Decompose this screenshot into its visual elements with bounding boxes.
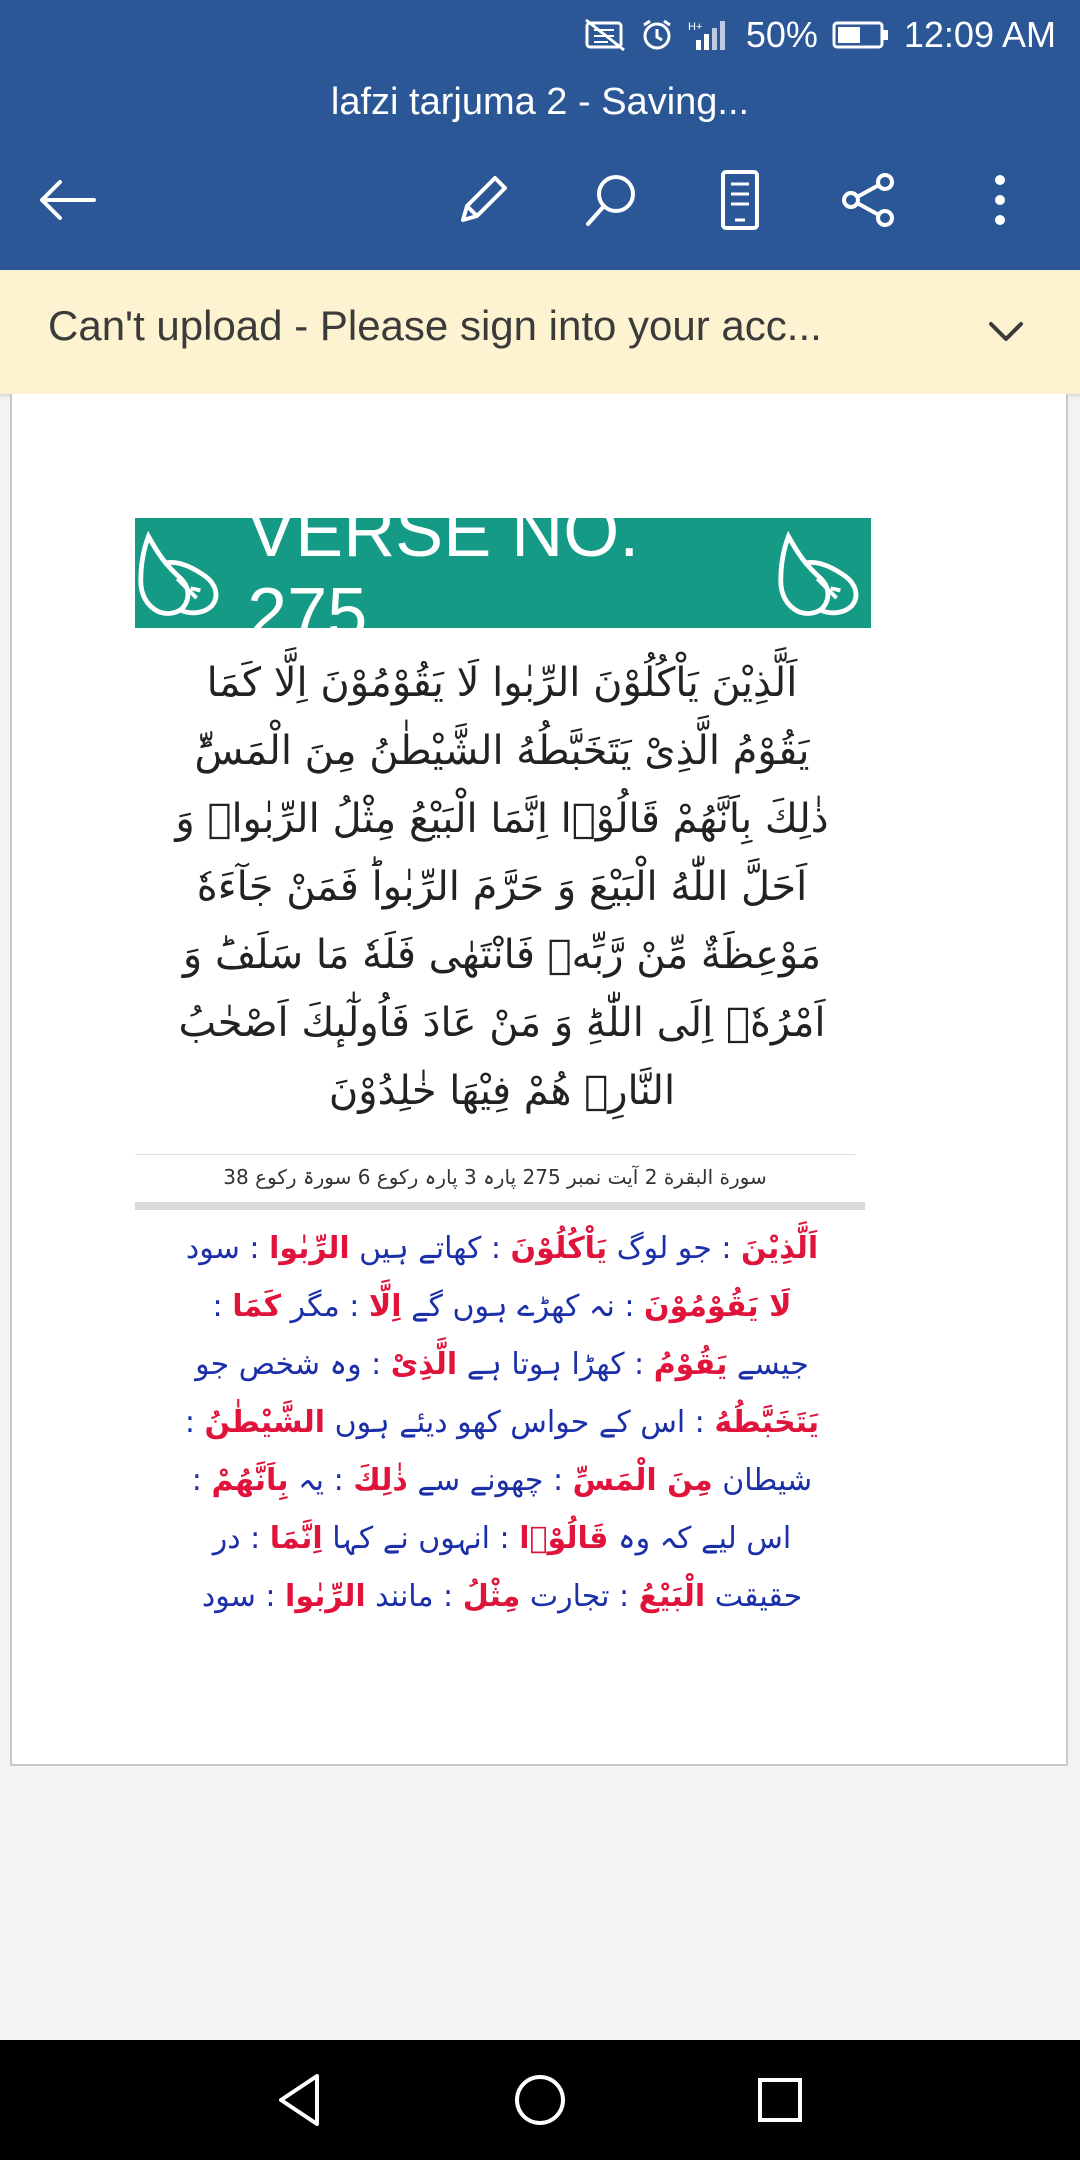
- nav-back-icon: [275, 2072, 325, 2128]
- urdu-meaning: :: [191, 1463, 212, 1498]
- arabic-word: یَقُوْمُ: [653, 1347, 728, 1382]
- word-translation: [152, 1220, 852, 1626]
- no-sim-icon: [584, 18, 626, 52]
- urdu-meaning: : اس کے حواس کھو دیئے ہوں: [325, 1405, 715, 1440]
- arabic-word: قَالُوْۤا: [519, 1521, 609, 1556]
- clock: 12:09 AM: [903, 14, 1056, 55]
- nav-home-button[interactable]: [500, 2060, 580, 2140]
- arabic-word: ذٰلِكَ: [353, 1463, 408, 1498]
- urdu-meaning: اس لیے کہ وہ: [608, 1521, 792, 1556]
- arabic-word: لَا یَقُوْمُوْنَ: [644, 1289, 792, 1324]
- urdu-meaning: : سود: [185, 1231, 270, 1266]
- nav-back-button[interactable]: [260, 2060, 340, 2140]
- praying-hands-icon: [775, 523, 871, 623]
- arabic-word: كَمَا: [232, 1289, 282, 1324]
- app-bar: [0, 0, 1080, 270]
- translation-line: [152, 1394, 852, 1452]
- arabic-line: اَمْرُهٗۤ اِلَى اللّٰهِؕ وَ مَنْ عَادَ فَاُولٰٓىٕكَ اَصْحٰبُ: [178, 1000, 826, 1046]
- alarm-icon: [640, 18, 674, 52]
- translation-line: [152, 1336, 852, 1394]
- arabic-word: یَتَخَبَّطُهُ: [714, 1405, 820, 1440]
- translation-line: [152, 1452, 852, 1510]
- back-button[interactable]: [28, 160, 108, 240]
- urdu-meaning: : سود: [201, 1579, 286, 1614]
- urdu-meaning: :: [212, 1289, 233, 1324]
- search-button[interactable]: [572, 160, 652, 240]
- divider: [135, 1202, 865, 1210]
- arabic-line: ذٰلِكَ بِاَنَّهُمْ قَالُوْۤا اِنَّمَا الْبَیْعُ مِثْلُ الرِّبٰواۘ وَ: [175, 796, 829, 842]
- translation-line: [152, 1220, 852, 1278]
- nav-recents-button[interactable]: [740, 2060, 820, 2140]
- verse-reference: سورة البقرة 2 آیت نمبر 275 پارہ 3 پارہ رکوع 6 سورۃ رکوع 38: [135, 1154, 855, 1199]
- arabic-word: مِثْلُ: [462, 1579, 521, 1614]
- arabic-line: النَّارِۚ هُمْ فِیْهَا خٰلِدُوْنَ: [328, 1068, 676, 1114]
- urdu-meaning: : کھاتے ہیں: [349, 1231, 511, 1266]
- battery-icon: [832, 20, 890, 50]
- urdu-meaning: : چھونے سے: [407, 1463, 573, 1498]
- signal-icon: [688, 18, 732, 52]
- urdu-meaning: حقیقت: [705, 1579, 803, 1614]
- urdu-meaning: : تجارت: [520, 1579, 639, 1614]
- arabic-word: الشَّیْطٰنُ: [204, 1405, 326, 1440]
- reading-view-icon: [715, 168, 765, 232]
- urdu-meaning: : مگر: [281, 1289, 369, 1324]
- arabic-line: اَحَلَّ اللّٰهُ الْبَیْعَ وَ حَرَّمَ الرِّبٰواؕ فَمَنْ جَآءَهٗ: [196, 864, 808, 910]
- nav-home-icon: [512, 2072, 568, 2128]
- back-arrow-icon: [38, 178, 98, 222]
- urdu-meaning: : انہوں نے کہا: [322, 1521, 520, 1556]
- arabic-line: یَقُوْمُ الَّذِیْ یَتَخَبَّطُهُ الشَّیْطٰنُ مِنَ الْمَسِّؕ: [194, 728, 810, 774]
- urdu-meaning: : نہ کھڑے ہوں گے: [401, 1289, 645, 1324]
- verse-title: VERSE NO. 275: [247, 492, 640, 654]
- urdu-meaning: جیسے: [727, 1347, 809, 1382]
- arabic-word: اِنَّمَا: [269, 1521, 323, 1556]
- chevron-down-icon: [988, 321, 1024, 343]
- pencil-icon: [453, 170, 513, 230]
- expand-banner-button[interactable]: [976, 302, 1036, 362]
- urdu-meaning: : یہ: [288, 1463, 354, 1498]
- status-icons: [584, 14, 1056, 56]
- urdu-meaning: : کھڑا ہوتا ہے: [457, 1347, 654, 1382]
- battery-percent: 50%: [745, 14, 818, 55]
- urdu-meaning: : مانند: [365, 1579, 463, 1614]
- search-icon: [582, 170, 642, 230]
- arabic-word: اِلَّا: [368, 1289, 402, 1324]
- arabic-word: مِنَ الْمَسِّ: [572, 1463, 713, 1498]
- translation-line: [152, 1568, 852, 1626]
- arabic-word: الرِّبٰوا: [269, 1231, 350, 1266]
- document-page[interactable]: [10, 394, 1068, 1766]
- arabic-word: الْبَیْعُ: [638, 1579, 706, 1614]
- verse-header: [135, 492, 871, 654]
- arabic-word: الرِّبٰوا: [285, 1579, 366, 1614]
- urdu-meaning: : جو لوگ: [607, 1231, 741, 1266]
- upload-warning-banner[interactable]: [0, 270, 1080, 394]
- arabic-word: اَلَّذِیْنَ: [740, 1231, 819, 1266]
- arabic-line: مَوْعِظَةٌ مِّنْ رَّبِّهٖ فَانْتَهٰى فَلَهٗ مَا سَلَفَؕ وَ: [182, 932, 822, 978]
- praying-hands-icon: [135, 523, 231, 623]
- system-nav-bar: [0, 2040, 1080, 2160]
- arabic-line: اَلَّذِیْنَ یَاْكُلُوْنَ الرِّبٰوا لَا یَقُوْمُوْنَ اِلَّا كَمَا: [206, 660, 798, 706]
- urdu-meaning: :: [184, 1405, 205, 1440]
- edit-button[interactable]: [443, 160, 523, 240]
- translation-line: [152, 1510, 852, 1568]
- nav-recents-icon: [755, 2075, 805, 2125]
- arabic-word: بِاَنَّهُمْ: [211, 1463, 289, 1498]
- urdu-meaning: : وہ شخص جو: [195, 1347, 391, 1382]
- translation-line: [152, 1278, 852, 1336]
- arabic-verse-text: [142, 649, 862, 1125]
- share-icon: [839, 170, 899, 230]
- urdu-meaning: : در: [212, 1521, 270, 1556]
- banner-message: Can't upload - Please sign into your acc...: [48, 302, 822, 349]
- reading-view-button[interactable]: [700, 160, 780, 240]
- document-title: lafzi tarjuma 2 - Saving...: [330, 81, 750, 123]
- arabic-word: الَّذِیْ: [390, 1347, 458, 1382]
- more-options-button[interactable]: [960, 160, 1040, 240]
- svg-text:H+: H+: [687, 21, 703, 33]
- arabic-word: یَاْكُلُوْنَ: [510, 1231, 608, 1266]
- share-button[interactable]: [829, 160, 909, 240]
- urdu-meaning: شیطان: [712, 1463, 813, 1498]
- status-bar: [0, 0, 1080, 76]
- more-vert-icon: [990, 170, 1010, 230]
